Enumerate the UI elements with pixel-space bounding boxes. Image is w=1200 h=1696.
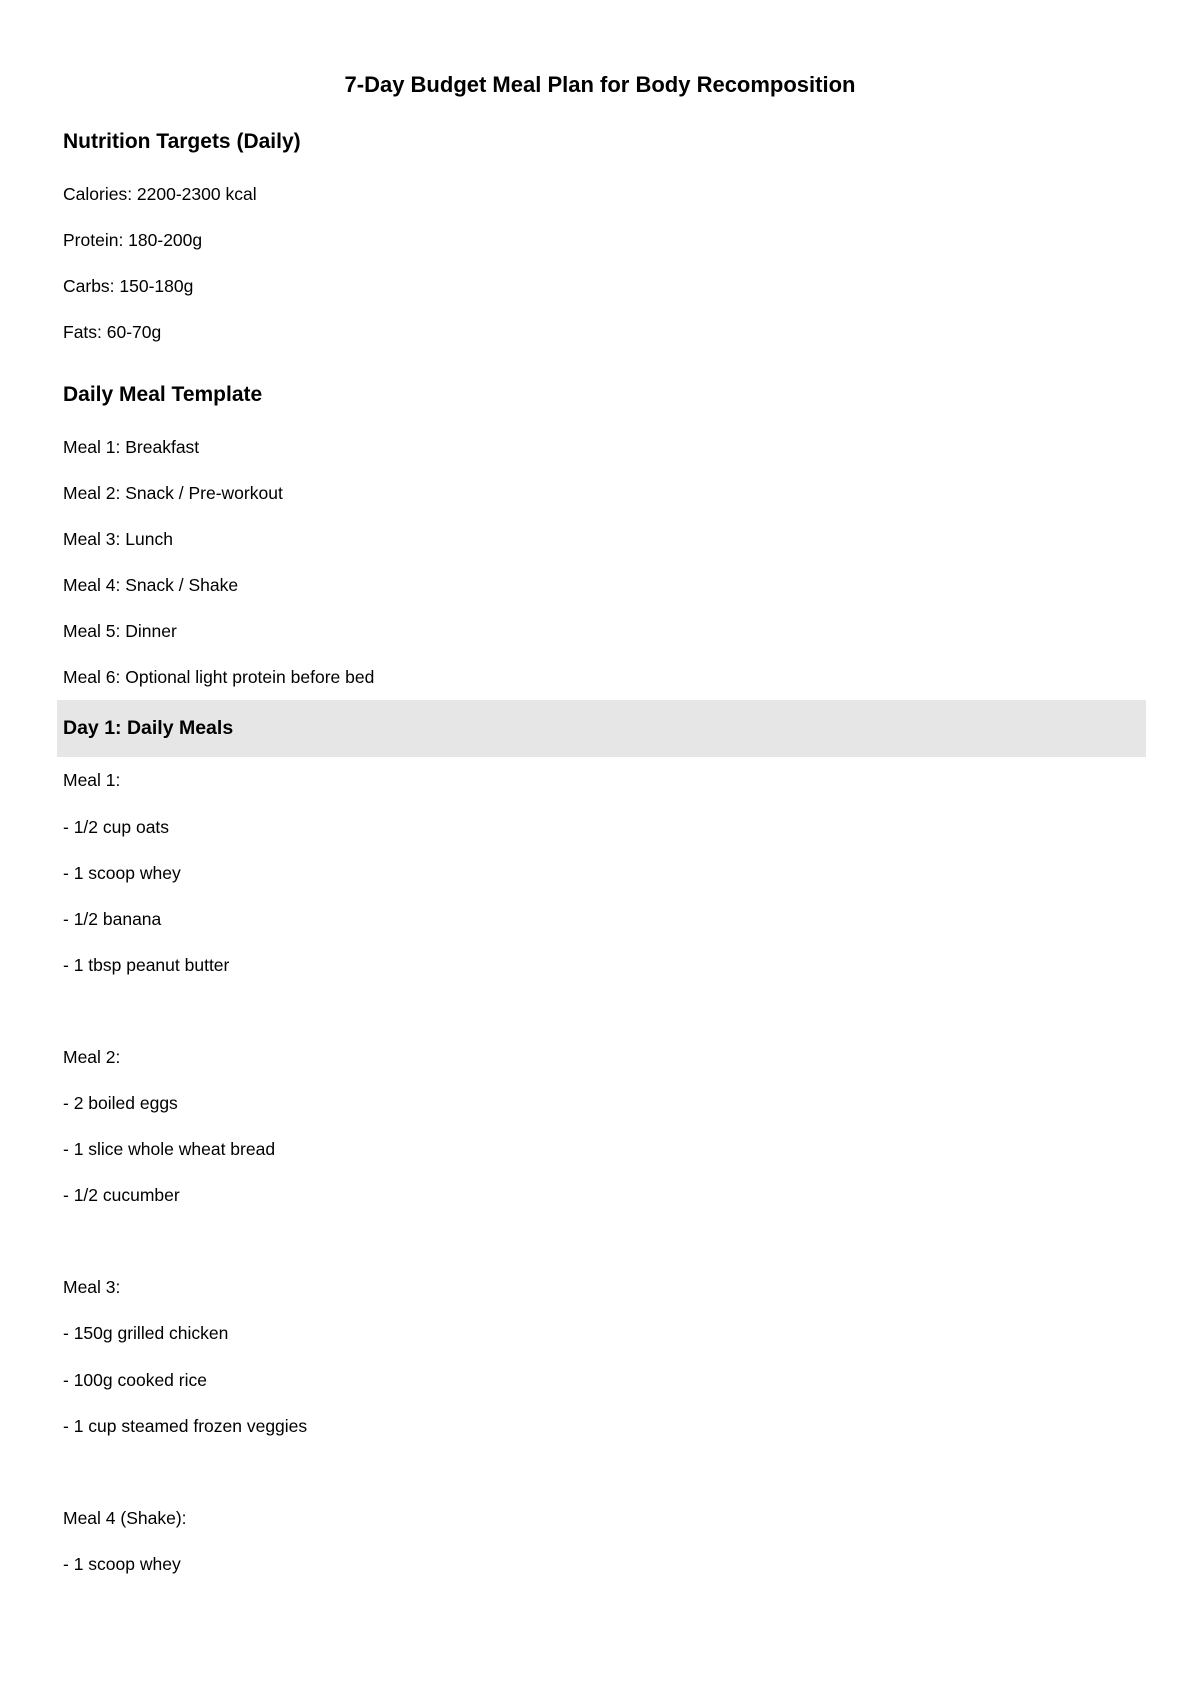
meal-item: - 2 boiled eggs — [63, 1093, 178, 1113]
meal-template-item: Meal 5: Dinner — [63, 621, 177, 641]
meal-item: - 1/2 banana — [63, 909, 162, 929]
meal-template-item: Meal 2: Snack / Pre-workout — [63, 483, 283, 503]
meal-item: - 1 scoop whey — [63, 1554, 181, 1574]
nutrition-targets-heading: Nutrition Targets (Daily) — [63, 130, 301, 153]
meal-label: Meal 2: — [63, 1047, 121, 1067]
nutrition-target-carbs: Carbs: 150-180g — [63, 276, 194, 296]
meal-item: - 100g cooked rice — [63, 1370, 207, 1390]
day1-header-band — [57, 700, 1146, 757]
meal-item: - 1 cup steamed frozen veggies — [63, 1416, 308, 1436]
meal-item: - 1 slice whole wheat bread — [63, 1139, 276, 1159]
meal-template-item: Meal 4: Snack / Shake — [63, 575, 239, 595]
meal-template-item: Meal 3: Lunch — [63, 529, 173, 549]
day1-heading: Day 1: Daily Meals — [63, 717, 234, 739]
meal-item: - 1 scoop whey — [63, 863, 181, 883]
meal-label: Meal 3: — [63, 1277, 121, 1297]
nutrition-target-protein: Protein: 180-200g — [63, 230, 203, 250]
meal-item: - 1/2 cup oats — [63, 817, 170, 837]
meal-template-item: Meal 6: Optional light protein before bed — [63, 667, 375, 687]
meal-template-item: Meal 1: Breakfast — [63, 437, 200, 457]
meal-item: - 1 tbsp peanut butter — [63, 955, 230, 975]
meal-label: Meal 4 (Shake): — [63, 1508, 187, 1528]
meal-item: - 150g grilled chicken — [63, 1323, 229, 1343]
nutrition-target-fats: Fats: 60-70g — [63, 322, 162, 342]
meal-template-heading: Daily Meal Template — [63, 383, 263, 406]
document-title: 7-Day Budget Meal Plan for Body Recomposition — [344, 72, 856, 97]
nutrition-target-calories: Calories: 2200-2300 kcal — [63, 184, 257, 204]
meal-item: - 1/2 cucumber — [63, 1185, 180, 1205]
meal-label: Meal 1: — [63, 770, 121, 790]
